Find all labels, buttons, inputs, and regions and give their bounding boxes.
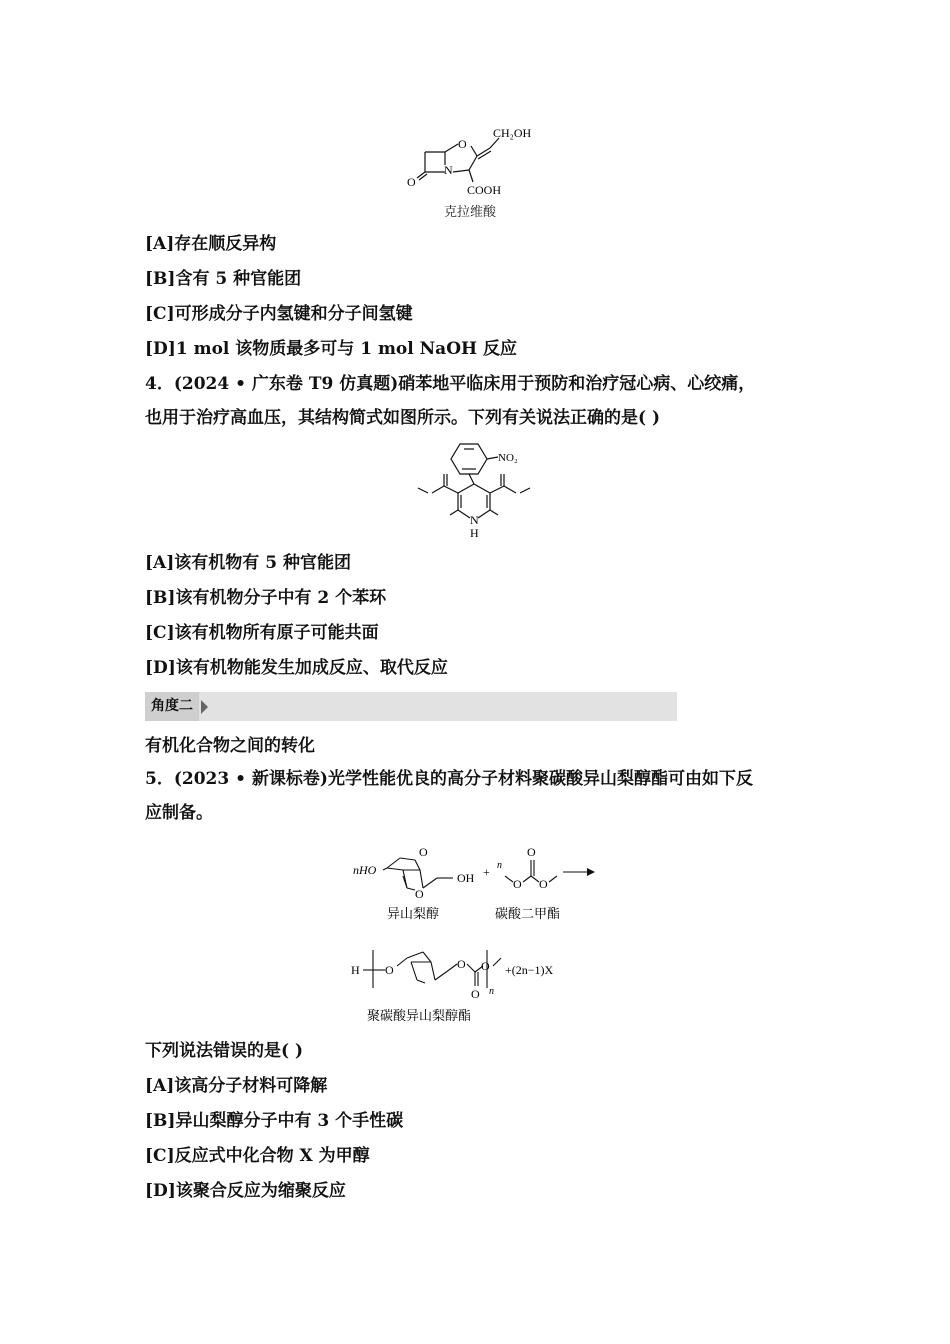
q5-option-c: [C]反应式中化合物 X 为甲醇 xyxy=(145,1146,370,1166)
plus-sign: + xyxy=(483,865,490,879)
polymer-end-o-label: O xyxy=(481,959,490,973)
q4-source: (2024 • 广东卷 T9 仿真题) xyxy=(173,374,399,394)
q5-option-d: [D]该聚合反应为缩聚反应 xyxy=(145,1181,346,1201)
nh-nitrogen-label: N xyxy=(470,513,479,527)
reaction-arrow-icon xyxy=(587,868,595,876)
reactant-ring-o1-label: O xyxy=(419,845,428,859)
q5-question: 下列说法错误的是( ) xyxy=(145,1041,304,1061)
carbonate-o-a-label: O xyxy=(513,877,522,891)
carbonate-top-o-label: O xyxy=(527,845,536,859)
q5-stem-line1 xyxy=(145,767,753,791)
q5-number: 5． xyxy=(145,769,174,789)
dimethyl-carbonate-caption: 碳酸二甲酯 xyxy=(495,907,561,922)
q5-stem-line2: 应制备。 xyxy=(145,803,213,823)
reaction-scheme xyxy=(345,838,605,1028)
q3-option-a: [A]存在顺反异构 xyxy=(145,234,277,254)
clavulanic-acid-structure xyxy=(405,120,555,200)
q4-stem-line1 xyxy=(145,372,755,396)
polymer-carbonyl-o-label: O xyxy=(471,987,480,1001)
cooh-label: COOH xyxy=(467,183,502,197)
angle-label: 角度二 xyxy=(145,692,199,721)
polymer-caption: 聚碳酸异山梨醇酯 xyxy=(367,1009,472,1024)
polymer-o-left-label: O xyxy=(385,963,394,977)
q3-option-b: [B]含有 5 种官能团 xyxy=(145,269,302,289)
q4-option-d: [D]该有机物能发生加成反应、取代反应 xyxy=(145,658,448,678)
q4-option-c: [C]该有机物所有原子可能共面 xyxy=(145,623,379,643)
section-title: 有机化合物之间的转化 xyxy=(145,736,315,756)
q4-number: 4． xyxy=(145,374,174,394)
nh-hydrogen-label: H xyxy=(470,526,479,540)
q4-stem-line2: 也用于治疗高血压，其结构简式如图所示。下列有关说法正确的是( ) xyxy=(145,408,661,428)
polymer-h-label: H xyxy=(351,963,360,977)
q3-option-c: [C]可形成分子内氢键和分子间氢键 xyxy=(145,304,413,324)
nifedipine-structure xyxy=(410,438,560,542)
q4-text-1: 硝苯地平临床用于预防和治疗冠心病、心绞痛， xyxy=(398,374,756,394)
carbonate-n-label: n xyxy=(497,860,502,871)
q4-option-b: [B]该有机物分子中有 2 个苯环 xyxy=(145,588,387,608)
reactant-ring-o2-label: O xyxy=(415,887,424,901)
ch2oh-label: CH₂OH xyxy=(493,126,532,140)
polymer-n-subscript: n xyxy=(489,986,494,997)
no2-label: NO₂ xyxy=(498,452,518,464)
q3-option-d: [D]1 mol 该物质最多可与 1 mol NaOH 反应 xyxy=(145,339,517,359)
reactant-nho-label: nHO xyxy=(353,863,377,877)
ring-nitrogen-label: N xyxy=(444,163,453,177)
angle-header-bar xyxy=(145,692,677,721)
q5-option-b: [B]异山梨醇分子中有 3 个手性碳 xyxy=(145,1111,404,1131)
q5-option-a: [A]该高分子材料可降解 xyxy=(145,1076,328,1096)
q5-source: (2023 • 新课标卷) xyxy=(173,769,328,789)
ring-oxygen-label: O xyxy=(458,137,467,151)
isosorbide-caption: 异山梨醇 xyxy=(387,907,440,922)
keto-oxygen-label: O xyxy=(407,175,416,189)
byproduct-label: +(2n−1)X xyxy=(505,963,554,977)
q4-option-a: [A]该有机物有 5 种官能团 xyxy=(145,553,351,573)
clavulanic-acid-caption: 克拉维酸 xyxy=(444,205,497,220)
reactant-oh-label: OH xyxy=(457,871,475,885)
carbonate-o-b-label: O xyxy=(539,877,548,891)
q5-text-1: 光学性能优良的高分子材料聚碳酸异山梨醇酯可由如下反 xyxy=(327,769,753,789)
polymer-o-right-label: O xyxy=(457,957,466,971)
angle-arrow-icon xyxy=(201,700,208,714)
